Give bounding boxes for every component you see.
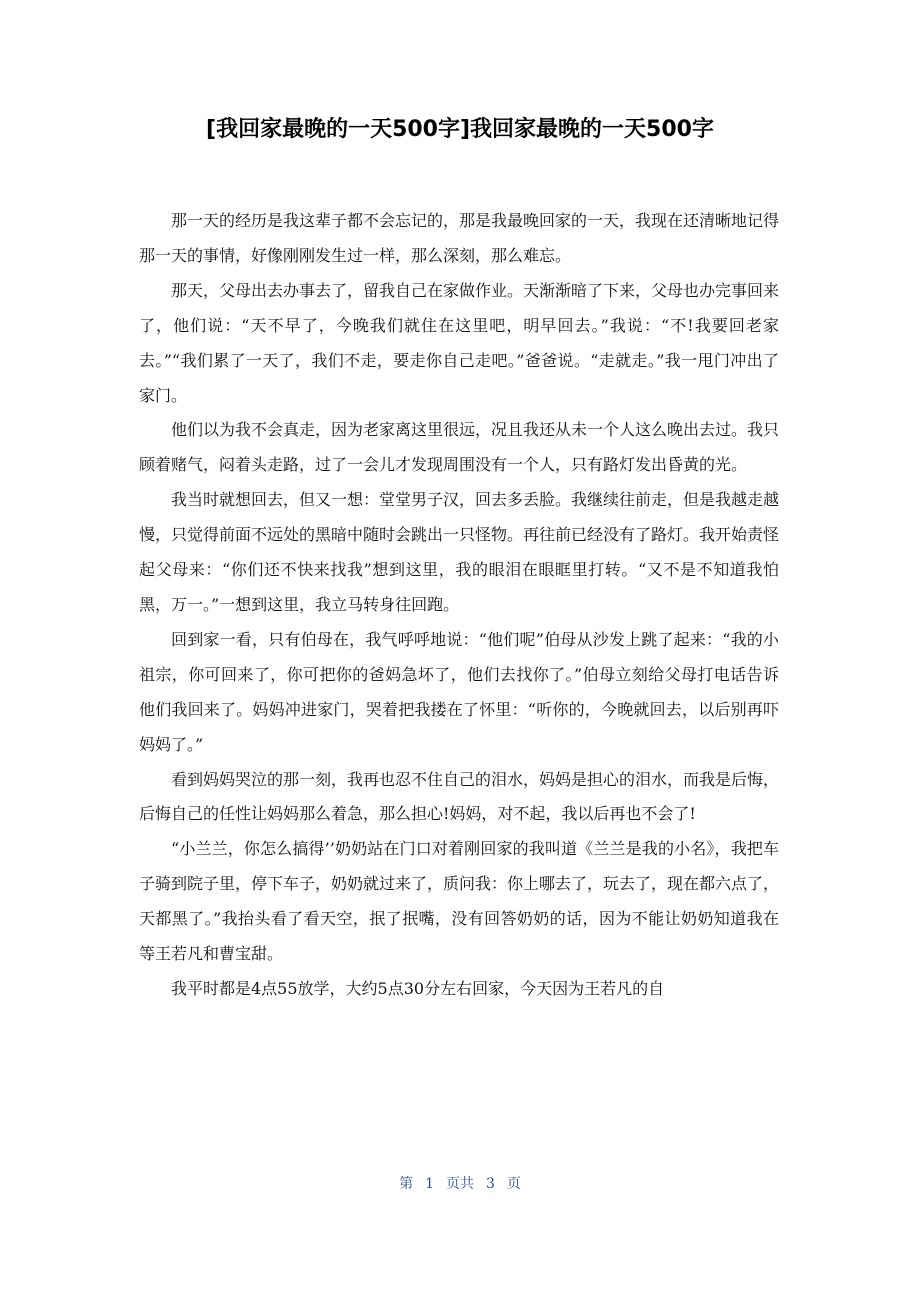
page-footer: [0, 1174, 920, 1194]
footer-prefix: 第: [399, 1176, 414, 1192]
paragraph-1: 那一天的经历是我这辈子都不会忘记的，那是我最晚回家的一天，我现在还清晰地记得那一天的事情，好像刚刚发生过一样，那么深刻，那么难忘。: [139, 211, 780, 265]
document-title: [我回家最晚的一天500字]我回家最晚的一天500字: [206, 117, 714, 142]
footer-total-pages: 3: [486, 1176, 495, 1192]
paragraph-4: 我当时就想回去，但又一想：堂堂男子汉，回去多丢脸。我继续往前走，但是我越走越慢，只觉得前面不远处的黑暗中随时会跳出一只怪物。再往前已经没有了路灯。我开始责怪起父母来：“你们还不快来找我”想到这里，我的眼泪在眼眶里打转。“又不是不知道我怕黑，万一。”一想到这里，我立马转身往回跑。: [139, 490, 780, 614]
paragraph-2: 那天，父母出去办事去了，留我自己在家做作业。天渐渐暗了下来，父母也办完事回来了，他们说：“天不早了，今晚我们就住在这里吧，明早回去。”我说：“不!我要回老家去。”“我们累了一天了，我们不走，要走你自己走吧。”爸爸说。“走就走。”我一甩门冲出了家门。: [139, 280, 780, 405]
paragraph-7: “小兰兰，你怎么搞得’’奶奶站在门口对着刚回家的我叫道《兰兰是我的小名》，我把车子骑到院子里，停下车子，奶奶就过来了，质问我：你上哪去了，玩去了，现在都六点了，天都黑了。”我抬头看了看天空，抿了抿嘴，没有回答奶奶的话，因为不能让奶奶知道我在等王若凡和曹宝甜。: [139, 839, 780, 964]
footer-middle: 页共: [446, 1176, 474, 1192]
footer-suffix: 页: [506, 1176, 521, 1192]
paragraph-5: 回到家一看，只有伯母在，我气呼呼地说：“他们呢”伯母从沙发上跳了起来：“我的小祖宗，你可回来了，你可把你的爸妈急坏了，他们去找你了。”伯母立刻给父母打电话告诉他们我回来了。妈妈冲进家门，哭着把我搂在了怀里：“听你的，今晚就回去，以后别再吓妈妈了。”: [139, 629, 779, 754]
paragraph-8: 我平时都是4点55放学，大约5点30分左右回家，今天因为王若凡的自: [171, 978, 665, 998]
paragraph-6: 看到妈妈哭泣的那一刻，我再也忍不住自己的泪水，妈妈是担心的泪水，而我是后悔，后悔自己的任性让妈妈那么着急，那么担心!妈妈，对不起，我以后再也不会了!: [139, 769, 780, 824]
footer-page-number: 1: [425, 1176, 434, 1192]
paragraph-3: 他们以为我不会真走，因为老家离这里很远，况且我还从未一个人这么晚出去过。我只顾着赌气，闷着头走路，过了一会儿才发现周围没有一个人，只有路灯发出昏黄的光。: [139, 420, 780, 475]
document-body: [139, 204, 779, 1007]
